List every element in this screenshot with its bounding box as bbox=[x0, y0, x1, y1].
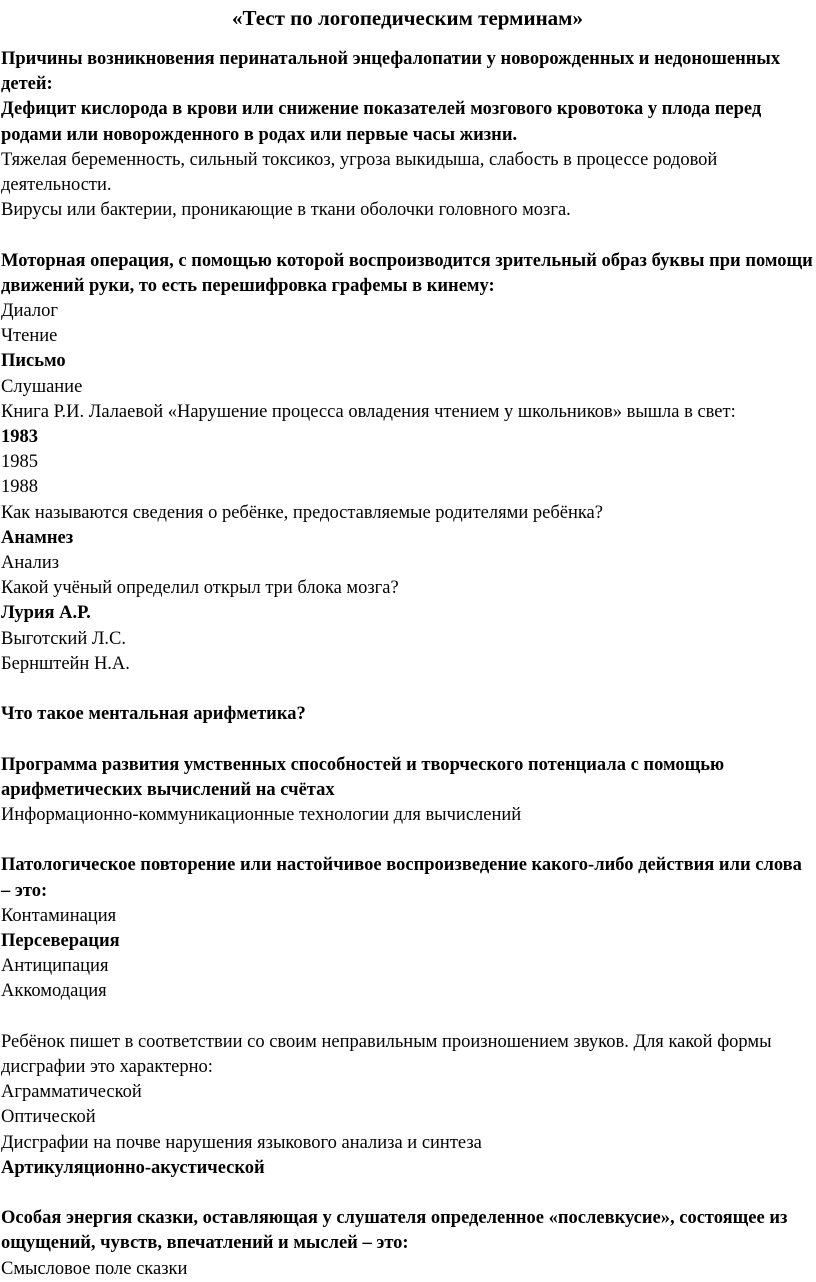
bold-text-line: Что такое ментальная арифметика? bbox=[1, 704, 306, 725]
text-line: Бернштейн Н.А. bbox=[1, 653, 130, 674]
document-page bbox=[0, 6, 816, 1282]
blank-line bbox=[1, 223, 814, 248]
blank-line bbox=[1, 1005, 814, 1030]
text-line: Чтение bbox=[1, 326, 58, 347]
bold-text-line: Моторная операция, с помощью которой воспроизводится зрительный образ буквы при помощи движений руки, то есть перешифровка графемы в кинему: bbox=[1, 250, 813, 296]
bold-text-line: Программа развития умственных способностей и творческого потенциала с помощью арифметических вычислений на счётах bbox=[1, 754, 725, 800]
bold-text-line: Анамнез bbox=[1, 527, 74, 548]
text-line: Контаминация bbox=[1, 905, 117, 926]
text-line: 1985 bbox=[1, 452, 38, 473]
text-line: Какой учёный определил открыл три блока мозга? bbox=[1, 578, 399, 599]
bold-text-line: Лурия А.Р. bbox=[1, 603, 91, 624]
bold-text-line: Артикуляционно-акустической bbox=[1, 1157, 265, 1178]
text-line: Выготский Л.С. bbox=[1, 628, 126, 649]
text-line: Тяжелая беременность, сильный токсикоз, угроза выкидыша, слабость в процессе родовой деятельности. bbox=[1, 149, 718, 196]
blank-line bbox=[1, 1181, 814, 1206]
text-line: Ребёнок пишет в соответствии со своим неправильным произношением звуков. Для какой формы дисграфии это характерно: bbox=[1, 1031, 772, 1078]
text-line: Вирусы или бактерии, проникающие в ткани оболочки головного мозга. bbox=[1, 200, 571, 221]
document-title: «Тест по логопедическим терминам» bbox=[232, 6, 583, 30]
text-line: Антиципация bbox=[1, 956, 109, 977]
bold-text-line: 1983 bbox=[1, 427, 38, 448]
blank-line bbox=[1, 727, 814, 752]
bold-text-line: Письмо bbox=[1, 351, 66, 372]
bold-text-line: Причины возникновения перинатальной энцефалопатии у новорожденных и недоношенных детей: bbox=[1, 49, 781, 95]
text-line: Аграмматической bbox=[1, 1082, 142, 1103]
text-line: Книга Р.И. Лалаевой «Нарушение процесса овладения чтением у школьников» вышла в свет: bbox=[1, 401, 736, 422]
text-line: Как называются сведения о ребёнке, предоставляемые родителями ребёнка? bbox=[1, 502, 603, 523]
text-line: Слушание bbox=[1, 376, 83, 397]
bold-text-line: Персеверация bbox=[1, 931, 120, 952]
text-line: Анализ bbox=[1, 553, 60, 574]
document-body bbox=[1, 47, 814, 1282]
bold-text-line: Дефицит кислорода в крови или снижение показателей мозгового кровотока у плода перед родами или новорожденного в родах или первые часы жизни. bbox=[1, 99, 762, 145]
text-line: Аккомодация bbox=[1, 981, 107, 1002]
text-line: Смысловое поле сказки bbox=[1, 1258, 188, 1279]
text-line: Дисграфии на почве нарушения языкового анализа и синтеза bbox=[1, 1132, 482, 1153]
text-line: Информационно-коммуникационные технологии для вычислений bbox=[1, 805, 522, 826]
text-line: Оптической bbox=[1, 1107, 96, 1128]
text-line: 1988 bbox=[1, 477, 38, 498]
bold-text-line: Особая энергия сказки, оставляющая у слушателя определенное «послевкусие», состоящее из ощущений, чувств, впечатлений и мыслей – это: bbox=[1, 1208, 788, 1254]
text-line: Диалог bbox=[1, 301, 58, 322]
blank-line bbox=[1, 677, 814, 702]
blank-line bbox=[1, 828, 814, 853]
bold-text-line: Патологическое повторение или настойчивое воспроизведение какого-либо действия или слова – это: bbox=[1, 855, 802, 901]
